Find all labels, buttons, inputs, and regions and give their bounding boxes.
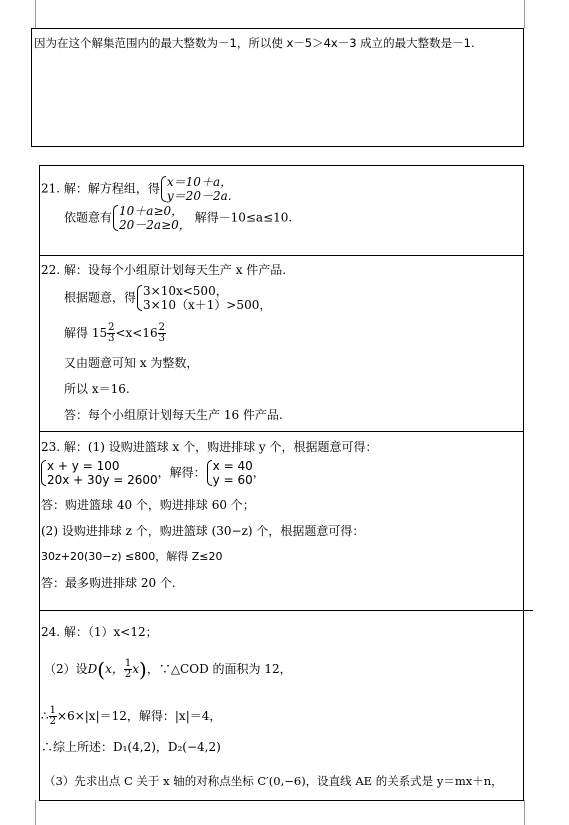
q21-sol-y: y＝20－2a.: [166, 189, 232, 203]
q22-know: 又由题意可知 x 为整数，: [64, 356, 199, 370]
answer-box-21-24: [39, 165, 524, 801]
q23-sol-system: [206, 459, 253, 487]
q23-eq-system: [40, 459, 158, 487]
q21-head-row: [41, 175, 232, 203]
q24-q2-post: ，∵△COD 的面积为 12，: [146, 662, 292, 676]
q23-ineq: 30z+20(30−z) ≤800，解得 Z≤20: [41, 550, 223, 563]
q21-cond-post: 解得－10≤a≤10.: [194, 210, 293, 225]
q21-cond-row: [64, 204, 292, 232]
q24-eq-half-num: 1: [49, 705, 57, 716]
q24-eq-half: [49, 706, 57, 727]
q22-frac-1-den: 3: [108, 333, 115, 344]
q23-head: 23. 解：(1) 设购进篮球 x 个，购进排球 y 个，根据题意可得：: [41, 440, 378, 454]
q24-question-3: （3）先求出点 C 关于 x 轴的对称点坐标 C′(0,−6)，设直线 AE 的关系式是 y＝mx＋n，: [44, 774, 503, 788]
q23-question-2: (2) 设购进排球 z 个，购进篮球 (30−z) 个，根据题意可得：: [41, 524, 365, 538]
answer-20-text: 因为在这个解集范围内的最大整数为－1，所以使 x－5＞4x－3 成立的最大整数是－1.: [34, 36, 475, 50]
q24-half-num: 1: [124, 658, 132, 669]
q23-eq-1: x + y = 100: [47, 459, 120, 473]
q24-half: [124, 659, 132, 680]
q23-sol-2: y = 60: [212, 473, 253, 487]
q21-cond-system: [112, 204, 191, 232]
q22-cond-row: [64, 284, 271, 312]
q24-eq-pre: ∴: [41, 709, 49, 723]
q22-head: 22. 解：设每个小组原计划每天生产 x 件产品.: [41, 263, 287, 277]
q22-ineq-system: [136, 284, 271, 312]
q24-left-paren: (: [97, 657, 106, 682]
crop-mark-top-right: [524, 0, 525, 28]
q23-eq-2: 20x + 30y = 2600: [47, 473, 158, 487]
q22-sol-row: [64, 322, 166, 344]
q22-so: 所以 x＝16.: [64, 382, 130, 396]
crop-mark-bottom-right: [524, 800, 525, 825]
q23-eq-row: [40, 459, 265, 487]
q22-sol-pre: 解得 15: [64, 326, 108, 340]
q24-eq-half-den: 2: [49, 716, 57, 727]
q22-frac-2: [158, 323, 166, 344]
crop-mark-top-left: [35, 0, 36, 28]
q24-x: x，: [105, 662, 124, 676]
q22-frac-1-num: 2: [108, 322, 115, 333]
q22-frac-2-den: 3: [158, 333, 165, 344]
q21-cond-1: 10＋a≥0，: [119, 204, 184, 218]
q22-sol-mid: <x<16: [115, 326, 158, 340]
q23-answer-2: 答：最多购进排球 20 个.: [41, 576, 176, 590]
q24-q2-row: [44, 656, 292, 683]
divider-21-22: [40, 255, 523, 256]
q22-frac-2-num: 2: [158, 322, 165, 333]
q22-ineq-1: 3×10x<500，: [143, 284, 228, 298]
q24-x2: x: [132, 662, 140, 676]
crop-mark-bottom-left: [35, 800, 36, 825]
q21-cond-pre: 依题意有: [64, 210, 113, 225]
q23-sol-pre: ，解得：: [157, 465, 206, 480]
q22-answer: 答：每个小组原计划每天生产 16 件产品.: [64, 408, 283, 422]
divider-23-24: [40, 610, 533, 611]
q24-half-den: 2: [124, 669, 132, 680]
q24-q2-pre: （2）设: [44, 662, 88, 676]
q24-eq-mid: ×6×|x|＝12，解得：|x|＝4，: [57, 709, 222, 723]
q21-cond-2: 20－2a≥0，: [119, 218, 191, 232]
q23-sol-post: ，: [252, 465, 265, 480]
q24-right-paren: ): [139, 657, 147, 682]
q22-cond-pre: 根据题意，得: [64, 290, 137, 305]
answer-box-20: [31, 28, 524, 147]
q24-eq-row: [41, 704, 221, 728]
divider-22-23: [40, 431, 523, 432]
q24-head: 24. 解：（1）x<12；: [41, 625, 158, 639]
q23-sol-1: x = 40: [212, 459, 253, 473]
q24-point-D: D: [87, 662, 98, 676]
q24-summary: ∴综上所述：D₁(4,2)，D₂(−4,2): [41, 740, 221, 754]
q22-ineq-2: 3×10（x＋1）>500，: [143, 298, 272, 312]
q23-answer-1: 答：购进篮球 40 个，购进排球 60 个；: [41, 498, 255, 512]
q21-solution-system: [160, 175, 232, 203]
q21-sol-x: x＝10＋a，: [166, 175, 233, 189]
q21-head: 21. 解：解方程组，得: [41, 181, 160, 196]
